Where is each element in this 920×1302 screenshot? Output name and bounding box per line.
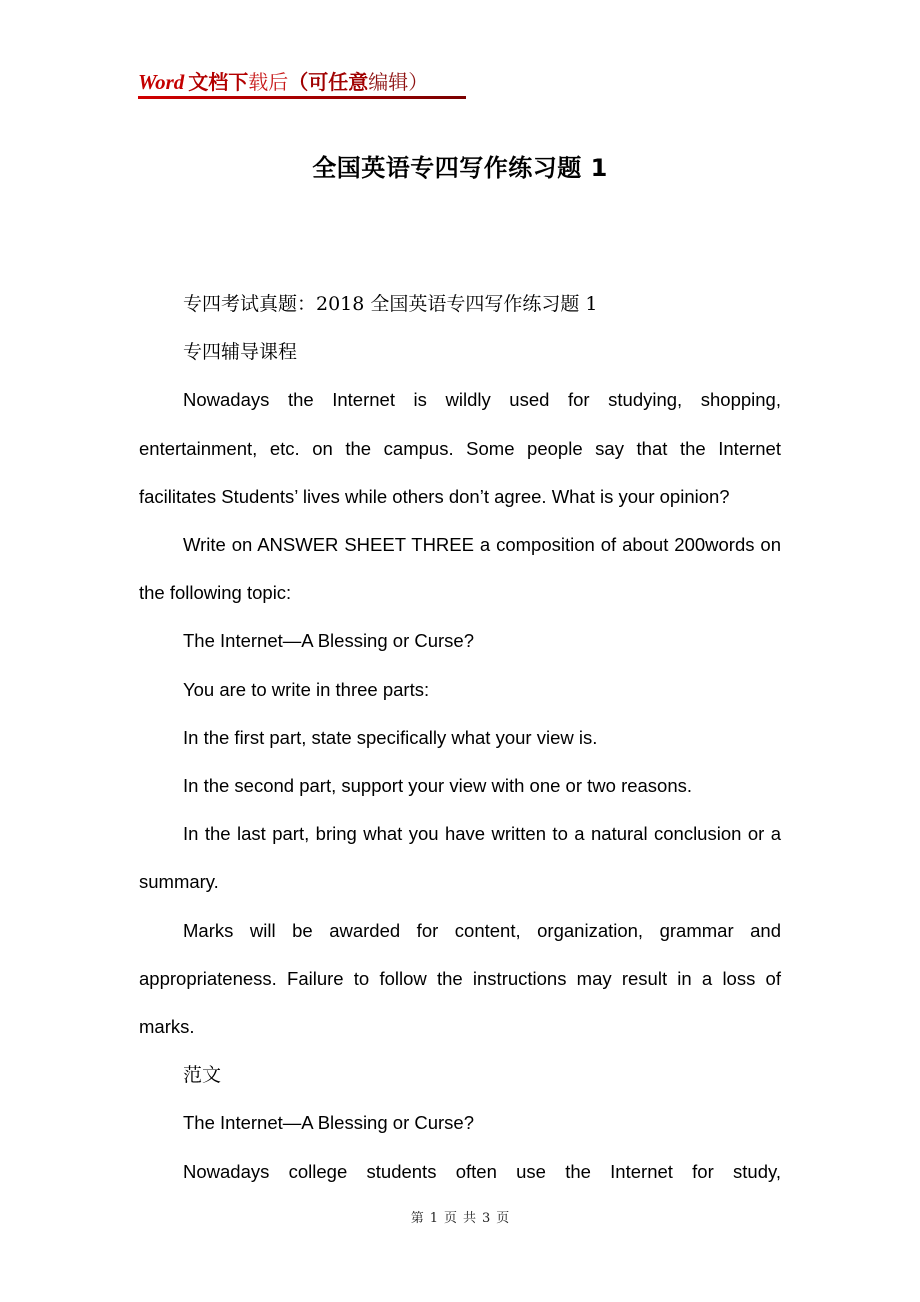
- paragraph-prompt: Nowadays the Internet is wildly used for studying, shopping, entertainment, etc. on the campus. Some people say that the Internet facilitates Students’ lives while others don’t agree. What is your opinion?: [139, 389, 781, 507]
- banner-cn-part4: 编辑）: [368, 70, 429, 94]
- banner-cn-part1: 文档下: [188, 70, 249, 94]
- paragraph-part-one: In the first part, state specifically what your view is.: [183, 726, 598, 748]
- document-title: 全国英语专四写作练习题 1: [312, 154, 608, 182]
- footer-prefix: 第: [410, 1211, 424, 1226]
- footer-total-pages: 3: [482, 1211, 491, 1226]
- footer-page-word: 页: [443, 1211, 457, 1226]
- paragraph-part-two: In the second part, support your view with one or two reasons.: [183, 775, 693, 797]
- paragraph-parts-intro: You are to write in three parts:: [183, 678, 430, 700]
- footer-suffix: 页: [496, 1211, 510, 1226]
- paragraph-marks: Marks will be awarded for content, organization, grammar and appropriateness. Failure to follow the instructions may result in a loss of marks.: [139, 919, 781, 1038]
- paragraph-course: 专四辅导课程: [183, 341, 298, 364]
- banner-cn-part3: （可任意: [288, 70, 369, 94]
- download-banner: [138, 66, 466, 99]
- paragraph-sample-label: 范文: [183, 1064, 222, 1087]
- footer-total-prefix: 共: [463, 1211, 477, 1226]
- paragraph-instructions: Write on ANSWER SHEET THREE a composition of about 200words on the following topic:: [139, 534, 781, 604]
- paragraph-exam-source: 专四考试真题：2018 全国英语专四写作练习题 1: [183, 293, 598, 315]
- page-number-footer: [0, 1207, 920, 1226]
- banner-word-label: Word: [138, 70, 185, 94]
- banner-cn-part2: 载后: [248, 70, 289, 94]
- paragraph-part-three: In the last part, bring what you have written to a natural conclusion or a summary.: [139, 823, 781, 893]
- footer-current-page: 1: [429, 1211, 438, 1226]
- paragraph-sample-body: Nowadays college students often use the Internet for study,: [183, 1160, 781, 1182]
- banner-cn-text: [188, 70, 428, 94]
- paragraph-topic: The Internet—A Blessing or Curse?: [183, 630, 475, 652]
- paragraph-sample-title: The Internet—A Blessing or Curse?: [183, 1112, 475, 1134]
- document-body: [139, 280, 781, 1196]
